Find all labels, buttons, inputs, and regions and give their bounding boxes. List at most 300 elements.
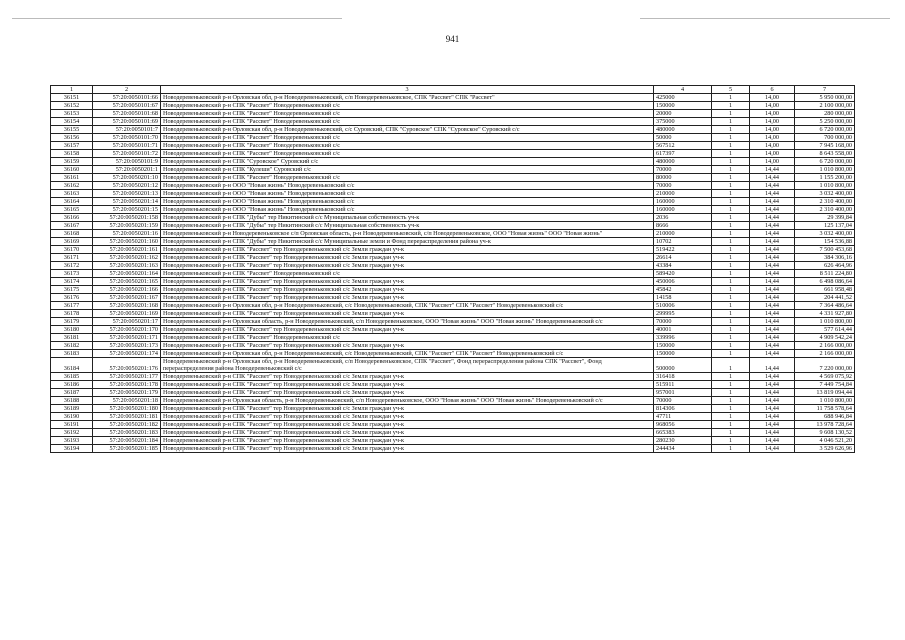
- area-cell: 210000: [654, 190, 712, 198]
- cadastral-number-cell: 57:20:0050201:185: [93, 445, 161, 453]
- area-cell: 26614: [654, 254, 712, 262]
- area-cell: 210000: [654, 230, 712, 238]
- row-number-cell: 36182: [51, 342, 93, 350]
- cadastral-number-cell: 57:20:0050201:179: [93, 389, 161, 397]
- table-row: [51, 381, 855, 389]
- rate-cell: 14,44: [750, 318, 795, 326]
- row-number-cell: 36193: [51, 437, 93, 445]
- address-cell: Новодеревеньковский р-н СПК "Рассвет" Новодеревеньковский с/с: [161, 270, 654, 278]
- rate-cell: 14,44: [750, 182, 795, 190]
- quantity-cell: 1: [712, 134, 750, 142]
- cadastral-value-cell: 125 137,04: [795, 222, 855, 230]
- cadastral-value-cell: 688 946,84: [795, 413, 855, 421]
- area-cell: 510006: [654, 302, 712, 310]
- table-row: [51, 286, 855, 294]
- table-row: [51, 373, 855, 381]
- address-cell: Новодеревеньковский р-н Орловская обл, р-н Новодеревеньковский, с/с Новодеревеньковский, СПК "Рассвет" СПК "Рассвет" Новодеревеньковский с/с: [161, 350, 654, 358]
- cadastral-value-cell: 661 958,48: [795, 286, 855, 294]
- cadastral-value-cell: 5 950 000,00: [795, 94, 855, 102]
- rate-cell: 14,00: [750, 102, 795, 110]
- address-cell: Новодеревеньковский р-н СПК "Рассвет" тер Новодеревеньковский с/с Земли граждан уч-к: [161, 437, 654, 445]
- address-cell: Новодеревеньковский р-н СПК "Рассвет" тер Новодеревеньковский с/с Земли граждан уч-к: [161, 278, 654, 286]
- column-header-1: 1: [51, 86, 93, 94]
- table-row: [51, 150, 855, 158]
- rate-cell: 14,00: [750, 158, 795, 166]
- address-cell: Новодеревеньковский р-н СПК "Рассвет" Новодеревеньковский с/с: [161, 134, 654, 142]
- row-number-cell: 36153: [51, 110, 93, 118]
- row-number-cell: 36154: [51, 118, 93, 126]
- cadastral-number-cell: 57:20:0050201:10: [93, 174, 161, 182]
- cadastral-value-cell: 1 010 800,00: [795, 397, 855, 405]
- row-number-cell: 36164: [51, 198, 93, 206]
- rate-cell: 14,44: [750, 206, 795, 214]
- cadastral-value-cell: 8 643 558,00: [795, 150, 855, 158]
- table-row: [51, 222, 855, 230]
- cadastral-number-cell: 57:20:0050201:13: [93, 190, 161, 198]
- quantity-cell: 1: [712, 126, 750, 134]
- address-cell: Новодеревеньковский р-н СПК "Рассвет" тер Новодеревеньковский с/с Земли граждан уч-к: [161, 429, 654, 437]
- cadastral-number-cell: 57:20:0050201:181: [93, 413, 161, 421]
- row-number-cell: 36159: [51, 158, 93, 166]
- address-cell: Новодеревеньковский р-н СПК "Дубы" тер Никитинский с/с Муниципальная собственность уч-к: [161, 214, 654, 222]
- cadastral-number-cell: 57:20:0050201:164: [93, 270, 161, 278]
- address-cell: Новодеревеньковский р-н СПК "Дубы" тер Никитинский с/с Муниципальная собственность уч-к: [161, 222, 654, 230]
- row-number-cell: 36176: [51, 294, 93, 302]
- quantity-cell: 1: [712, 174, 750, 182]
- column-header-3: 3: [161, 86, 654, 94]
- area-cell: 480000: [654, 158, 712, 166]
- cadastral-value-cell: 8 511 224,80: [795, 270, 855, 278]
- area-cell: 2036: [654, 214, 712, 222]
- cadastral-value-cell: 384 306,16: [795, 254, 855, 262]
- quantity-cell: 1: [712, 254, 750, 262]
- address-cell: Новодеревеньковский р-н СПК "Рассвет" тер Новодеревеньковский с/с Земли граждан уч-к: [161, 445, 654, 453]
- row-number-cell: 36155: [51, 126, 93, 134]
- address-cell: Новодеревеньковский р-н Новодеревеньковское с/п Орловская область, р-н Новодеревеньковский, с/п Новодеревеньковское, ООО "Новая жизнь" ООО "Новая жизнь": [161, 230, 654, 238]
- rate-cell: 14,44: [750, 326, 795, 334]
- address-cell: Новодеревеньковский р-н СПК "Рассвет" тер Новодеревеньковский с/с Земли граждан уч-к: [161, 342, 654, 350]
- address-cell: Новодеревеньковский р-н СПК "Рассвет" тер Новодеревеньковский с/с Земли граждан уч-к: [161, 262, 654, 270]
- area-cell: 316418: [654, 373, 712, 381]
- row-number-cell: 36172: [51, 262, 93, 270]
- address-cell: Новодеревеньковский р-н Орловская обл, р-н Новодеревеньковский, с/с Новодеревеньковский, СПК "Рассвет" СПК "Рассвет" Новодеревеньковский с/с: [161, 302, 654, 310]
- cadastral-value-cell: 9 608 130,52: [795, 429, 855, 437]
- row-number-cell: 36180: [51, 326, 93, 334]
- cadastral-value-cell: 1 010 800,00: [795, 182, 855, 190]
- address-cell: Новодеревеньковский р-н СПК "Рассвет" тер Новодеревеньковский с/с Земли граждан уч-к: [161, 310, 654, 318]
- cadastral-number-cell: 57:20:0050101:69: [93, 118, 161, 126]
- table-row: [51, 110, 855, 118]
- row-number-cell: 36188: [51, 397, 93, 405]
- quantity-cell: 1: [712, 302, 750, 310]
- address-cell: Новодеревеньковский р-н Орловская область, р-н Новодеревеньковский, с/п Новодеревеньковское, ООО "Новая жизнь" ООО "Новая жизнь" Новодеревеньковский с/с: [161, 397, 654, 405]
- cadastral-number-cell: 57:20:0050101:68: [93, 110, 161, 118]
- rate-cell: 14,44: [750, 166, 795, 174]
- area-cell: 47711: [654, 413, 712, 421]
- quantity-cell: 1: [712, 445, 750, 453]
- cadastral-value-cell: 6 498 086,64: [795, 278, 855, 286]
- cadastral-value-cell: 11 758 578,64: [795, 405, 855, 413]
- cadastral-number-cell: 57:20:0050201:162: [93, 254, 161, 262]
- column-header-4: 4: [654, 86, 712, 94]
- rate-cell: 14,00: [750, 110, 795, 118]
- rate-cell: 14,44: [750, 437, 795, 445]
- cadastral-number-cell: 57:20:0050201:177: [93, 373, 161, 381]
- row-number-cell: 36161: [51, 174, 93, 182]
- cadastral-number-cell: 57:20:0050101:71: [93, 142, 161, 150]
- area-cell: 150000: [654, 102, 712, 110]
- address-cell: Новодеревеньковский р-н ООО "Новая жизнь" Новодеревеньковский с/с: [161, 182, 654, 190]
- rate-cell: 14,44: [750, 222, 795, 230]
- row-number-cell: 36170: [51, 246, 93, 254]
- cadastral-value-cell: 3 032 400,00: [795, 230, 855, 238]
- address-cell: Новодеревеньковский р-н СПК "Рассвет" тер Новодеревеньковский с/с Земли граждан уч-к: [161, 405, 654, 413]
- area-cell: 567512: [654, 142, 712, 150]
- row-number-cell: 36187: [51, 389, 93, 397]
- land-parcels-table: [50, 85, 855, 453]
- cadastral-value-cell: 2 310 400,00: [795, 206, 855, 214]
- address-cell: Новодеревеньковский р-н Орловская обл, р-н Новодеревеньковский, с/п Новодеревеньковское, СПК "Рассвет" СПК "Рассвет": [161, 94, 654, 102]
- row-number-cell: 36167: [51, 222, 93, 230]
- quantity-cell: 1: [712, 437, 750, 445]
- rate-cell: 14,44: [750, 270, 795, 278]
- row-number-cell: 36157: [51, 142, 93, 150]
- cadastral-value-cell: 7 449 754,84: [795, 381, 855, 389]
- rate-cell: 14,44: [750, 350, 795, 358]
- area-cell: 70000: [654, 182, 712, 190]
- row-number-cell: 36186: [51, 381, 93, 389]
- area-cell: 339996: [654, 334, 712, 342]
- address-cell: Новодеревеньковский р-н СПК "Рассвет" тер Новодеревеньковский с/с Земли граждан уч-к: [161, 373, 654, 381]
- area-cell: 244434: [654, 445, 712, 453]
- cadastral-value-cell: 204 441,52: [795, 294, 855, 302]
- cadastral-number-cell: 57:20:0050201:1: [93, 166, 161, 174]
- row-number-cell: 36191: [51, 421, 93, 429]
- table-body: [51, 94, 855, 453]
- quantity-cell: 1: [712, 270, 750, 278]
- row-number-cell: 36181: [51, 334, 93, 342]
- table-row: [51, 174, 855, 182]
- quantity-cell: 1: [712, 214, 750, 222]
- table-row: [51, 166, 855, 174]
- address-cell: Новодеревеньковский р-н СПК "Рассвет" тер Новодеревеньковский с/с Земли граждан уч-к: [161, 286, 654, 294]
- area-cell: 150000: [654, 350, 712, 358]
- area-cell: 519422: [654, 246, 712, 254]
- cadastral-number-cell: 57:20:0050101:72: [93, 150, 161, 158]
- area-cell: 665383: [654, 429, 712, 437]
- table-row: [51, 190, 855, 198]
- cadastral-value-cell: 4 569 075,92: [795, 373, 855, 381]
- area-cell: 14158: [654, 294, 712, 302]
- rate-cell: 14,44: [750, 421, 795, 429]
- address-cell: Новодеревеньковский р-н СПК "Рассвет" Новодеревеньковский с/с: [161, 118, 654, 126]
- cadastral-number-cell: 57:20:0050201:182: [93, 421, 161, 429]
- quantity-cell: 1: [712, 358, 750, 373]
- page-number: 941: [445, 34, 460, 44]
- quantity-cell: 1: [712, 246, 750, 254]
- rate-cell: 14,44: [750, 238, 795, 246]
- cadastral-number-cell: 57:20:0050201:15: [93, 206, 161, 214]
- row-number-cell: 36169: [51, 238, 93, 246]
- cadastral-number-cell: 57:20:0050201:180: [93, 405, 161, 413]
- quantity-cell: 1: [712, 118, 750, 126]
- quantity-cell: 1: [712, 190, 750, 198]
- cadastral-value-cell: 1 010 800,00: [795, 318, 855, 326]
- cadastral-value-cell: 6 720 000,00: [795, 126, 855, 134]
- table-header: [51, 86, 855, 94]
- cadastral-number-cell: 57:20:0050201:176: [93, 358, 161, 373]
- row-number-cell: 36178: [51, 310, 93, 318]
- rate-cell: 14,44: [750, 294, 795, 302]
- area-cell: 45842: [654, 286, 712, 294]
- rate-cell: 14,44: [750, 413, 795, 421]
- cadastral-number-cell: 57:20:0050101:7: [93, 126, 161, 134]
- table-row: [51, 254, 855, 262]
- rate-cell: 14,44: [750, 230, 795, 238]
- quantity-cell: 1: [712, 413, 750, 421]
- cadastral-number-cell: 57:20:0050201:169: [93, 310, 161, 318]
- table-row: [51, 310, 855, 318]
- table-row: [51, 142, 855, 150]
- table-row: [51, 126, 855, 134]
- quantity-cell: 1: [712, 429, 750, 437]
- address-cell: Новодеревеньковский р-н Орловская обл, р-н Новодеревеньковский, с/с Суровский, СПК "Суровское" СПК "Суровское" Суровский с/с: [161, 126, 654, 134]
- quantity-cell: 1: [712, 389, 750, 397]
- cadastral-value-cell: 13 978 728,64: [795, 421, 855, 429]
- area-cell: 10702: [654, 238, 712, 246]
- row-number-cell: 36166: [51, 214, 93, 222]
- quantity-cell: 1: [712, 262, 750, 270]
- cadastral-number-cell: 57:20:0050101:66: [93, 94, 161, 102]
- address-cell: Новодеревеньковский р-н СПК "Рассвет" Новодеревеньковский с/с: [161, 102, 654, 110]
- row-number-cell: 36171: [51, 254, 93, 262]
- column-header-7: 7: [795, 86, 855, 94]
- rate-cell: 14,44: [750, 358, 795, 373]
- table-row: [51, 318, 855, 326]
- rate-cell: 14,00: [750, 94, 795, 102]
- cadastral-value-cell: 2 310 400,00: [795, 198, 855, 206]
- table-row: [51, 206, 855, 214]
- table-row: [51, 389, 855, 397]
- area-cell: 160000: [654, 206, 712, 214]
- area-cell: 299995: [654, 310, 712, 318]
- area-cell: 70000: [654, 318, 712, 326]
- address-cell: Новодеревеньковский р-н СПК "Рассвет" Новодеревеньковский с/с: [161, 174, 654, 182]
- area-cell: 375000: [654, 118, 712, 126]
- row-number-cell: 36163: [51, 190, 93, 198]
- cadastral-number-cell: 57:20:0050201:16: [93, 230, 161, 238]
- table-row: [51, 413, 855, 421]
- quantity-cell: 1: [712, 381, 750, 389]
- table-row: [51, 262, 855, 270]
- table-row: [51, 397, 855, 405]
- rate-cell: 14,44: [750, 310, 795, 318]
- cadastral-number-cell: 57:20:0050201:184: [93, 437, 161, 445]
- rate-cell: 14,44: [750, 334, 795, 342]
- header-row: [51, 86, 855, 94]
- cadastral-number-cell: 57:20:0050201:18: [93, 397, 161, 405]
- rate-cell: 14,44: [750, 405, 795, 413]
- quantity-cell: 1: [712, 206, 750, 214]
- cadastral-value-cell: 4 331 927,80: [795, 310, 855, 318]
- area-cell: 80000: [654, 174, 712, 182]
- address-cell: Новодеревеньковский р-н СПК "Рассвет" Новодеревеньковский с/с: [161, 110, 654, 118]
- quantity-cell: 1: [712, 350, 750, 358]
- quantity-cell: 1: [712, 397, 750, 405]
- quantity-cell: 1: [712, 198, 750, 206]
- address-cell: Новодеревеньковский р-н Орловская область, р-н Новодеревеньковский, с/п Новодеревеньковское, ООО "Новая жизнь" ООО "Новая жизнь" Новодеревеньковский с/с: [161, 318, 654, 326]
- table-row: [51, 421, 855, 429]
- address-cell: Новодеревеньковский р-н СПК "Суровское" Суровский с/с: [161, 158, 654, 166]
- row-number-cell: 36173: [51, 270, 93, 278]
- row-number-cell: 36192: [51, 429, 93, 437]
- address-cell: Новодеревеньковский р-н СПК "Рассвет" тер Новодеревеньковский с/с Земли граждан уч-к: [161, 381, 654, 389]
- cadastral-number-cell: 57:20:0050201:14: [93, 198, 161, 206]
- table-row: [51, 278, 855, 286]
- cadastral-number-cell: 57:20:0050201:167: [93, 294, 161, 302]
- quantity-cell: 1: [712, 286, 750, 294]
- cadastral-number-cell: 57:20:0050201:174: [93, 350, 161, 358]
- rate-cell: 14,00: [750, 134, 795, 142]
- address-cell: Новодеревеньковский р-н СПК "Рассвет" тер Новодеревеньковский с/с Земли граждан уч-к: [161, 294, 654, 302]
- rate-cell: 14,44: [750, 342, 795, 350]
- quantity-cell: 1: [712, 278, 750, 286]
- cadastral-value-cell: 6 720 000,00: [795, 158, 855, 166]
- quantity-cell: 1: [712, 102, 750, 110]
- row-number-cell: 36162: [51, 182, 93, 190]
- table-row: [51, 102, 855, 110]
- row-number-cell: 36184: [51, 358, 93, 373]
- cadastral-value-cell: 700 000,00: [795, 134, 855, 142]
- cadastral-value-cell: 7 220 000,00: [795, 358, 855, 373]
- cadastral-value-cell: 4 046 521,20: [795, 437, 855, 445]
- address-cell: Новодеревеньковский р-н СПК "Рассвет" тер Новодеревеньковский с/с Земли граждан уч-к: [161, 254, 654, 262]
- quantity-cell: 1: [712, 334, 750, 342]
- rate-cell: 14,44: [750, 397, 795, 405]
- address-cell: Новодеревеньковский р-н ООО "Новая жизнь" Новодеревеньковский с/с: [161, 190, 654, 198]
- cadastral-value-cell: 7 500 453,68: [795, 246, 855, 254]
- row-number-cell: 36168: [51, 230, 93, 238]
- area-cell: 150000: [654, 342, 712, 350]
- table-row: [51, 429, 855, 437]
- cadastral-value-cell: 4 909 542,24: [795, 334, 855, 342]
- row-number-cell: 36158: [51, 150, 93, 158]
- quantity-cell: 1: [712, 230, 750, 238]
- cadastral-number-cell: 57:20:0050101:70: [93, 134, 161, 142]
- cadastral-number-cell: 57:20:0050201:166: [93, 286, 161, 294]
- quantity-cell: 1: [712, 182, 750, 190]
- table-row: [51, 445, 855, 453]
- row-number-cell: 36151: [51, 94, 93, 102]
- cadastral-value-cell: 5 250 000,00: [795, 118, 855, 126]
- cadastral-number-cell: 57:20:0050201:171: [93, 334, 161, 342]
- rate-cell: 14,00: [750, 142, 795, 150]
- quantity-cell: 1: [712, 318, 750, 326]
- cadastral-number-cell: 57:20:0050201:159: [93, 222, 161, 230]
- quantity-cell: 1: [712, 342, 750, 350]
- cadastral-value-cell: 280 000,00: [795, 110, 855, 118]
- table-row: [51, 182, 855, 190]
- address-cell: Новодеревеньковский р-н СПК "Дубы" тер Никитинский с/с Муниципальные земли и Фонд перераспределения района уч-к: [161, 238, 654, 246]
- area-cell: 814306: [654, 405, 712, 413]
- table-row: [51, 302, 855, 310]
- address-cell: Новодеревеньковский р-н СПК "Рассвет" тер Новодеревеньковский с/с Земли граждан уч-к: [161, 413, 654, 421]
- rate-cell: 14,44: [750, 254, 795, 262]
- rate-cell: 14,44: [750, 262, 795, 270]
- scan-artifact-line: [12, 18, 342, 19]
- area-cell: 160000: [654, 198, 712, 206]
- cadastral-number-cell: 57:20:0050201:161: [93, 246, 161, 254]
- row-number-cell: 36175: [51, 286, 93, 294]
- area-cell: 8666: [654, 222, 712, 230]
- area-cell: 617397: [654, 150, 712, 158]
- table-row: [51, 94, 855, 102]
- table-row: [51, 158, 855, 166]
- area-cell: 50000: [654, 134, 712, 142]
- cadastral-number-cell: 57:20:0050201:17: [93, 318, 161, 326]
- table-row: [51, 270, 855, 278]
- table-row: [51, 437, 855, 445]
- area-cell: 515911: [654, 381, 712, 389]
- table-row: [51, 238, 855, 246]
- table-row: [51, 294, 855, 302]
- rate-cell: 14,44: [750, 214, 795, 222]
- cadastral-value-cell: 2 100 000,00: [795, 102, 855, 110]
- row-number-cell: 36177: [51, 302, 93, 310]
- address-cell: Новодеревеньковский р-н СПК "Кулеши" Суровский с/с: [161, 166, 654, 174]
- address-cell: Новодеревеньковский р-н СПК "Рассвет" тер Новодеревеньковский с/с Земли граждан уч-к: [161, 246, 654, 254]
- rate-cell: 14,44: [750, 381, 795, 389]
- area-cell: 450006: [654, 278, 712, 286]
- row-number-cell: 36160: [51, 166, 93, 174]
- address-cell: Новодеревеньковский р-н СПК "Рассвет" Новодеревеньковский с/с: [161, 142, 654, 150]
- table-row: [51, 342, 855, 350]
- cadastral-value-cell: 3 529 626,96: [795, 445, 855, 453]
- area-cell: 20000: [654, 110, 712, 118]
- table-row: [51, 326, 855, 334]
- cadastral-value-cell: 29 399,84: [795, 214, 855, 222]
- area-cell: 70000: [654, 397, 712, 405]
- column-header-6: 6: [750, 86, 795, 94]
- quantity-cell: 1: [712, 326, 750, 334]
- cadastral-value-cell: 1 155 200,00: [795, 174, 855, 182]
- cadastral-value-cell: 3 032 400,00: [795, 190, 855, 198]
- quantity-cell: 1: [712, 238, 750, 246]
- cadastral-value-cell: 2 166 000,00: [795, 342, 855, 350]
- cadastral-number-cell: 57:20:0050101:67: [93, 102, 161, 110]
- cadastral-value-cell: 7 945 168,00: [795, 142, 855, 150]
- cadastral-number-cell: 57:20:0050201:165: [93, 278, 161, 286]
- cadastral-number-cell: 57:20:0050201:173: [93, 342, 161, 350]
- address-cell: Новодеревеньковский р-н СПК "Рассвет" тер Новодеревеньковский с/с Земли граждан уч-к: [161, 421, 654, 429]
- quantity-cell: 1: [712, 166, 750, 174]
- rate-cell: 14,44: [750, 429, 795, 437]
- quantity-cell: 1: [712, 405, 750, 413]
- rate-cell: 14,44: [750, 198, 795, 206]
- row-number-cell: 36179: [51, 318, 93, 326]
- cadastral-value-cell: 7 364 486,64: [795, 302, 855, 310]
- address-cell: Новодеревеньковский р-н СПК "Рассвет" Новодеревеньковский с/с: [161, 150, 654, 158]
- row-number-cell: 36190: [51, 413, 93, 421]
- cadastral-value-cell: 1 010 800,00: [795, 166, 855, 174]
- table-row: [51, 214, 855, 222]
- quantity-cell: 1: [712, 150, 750, 158]
- row-number-cell: 36185: [51, 373, 93, 381]
- table-row: [51, 198, 855, 206]
- cadastral-number-cell: 57:20:0050201:178: [93, 381, 161, 389]
- quantity-cell: 1: [712, 310, 750, 318]
- row-number-cell: 36174: [51, 278, 93, 286]
